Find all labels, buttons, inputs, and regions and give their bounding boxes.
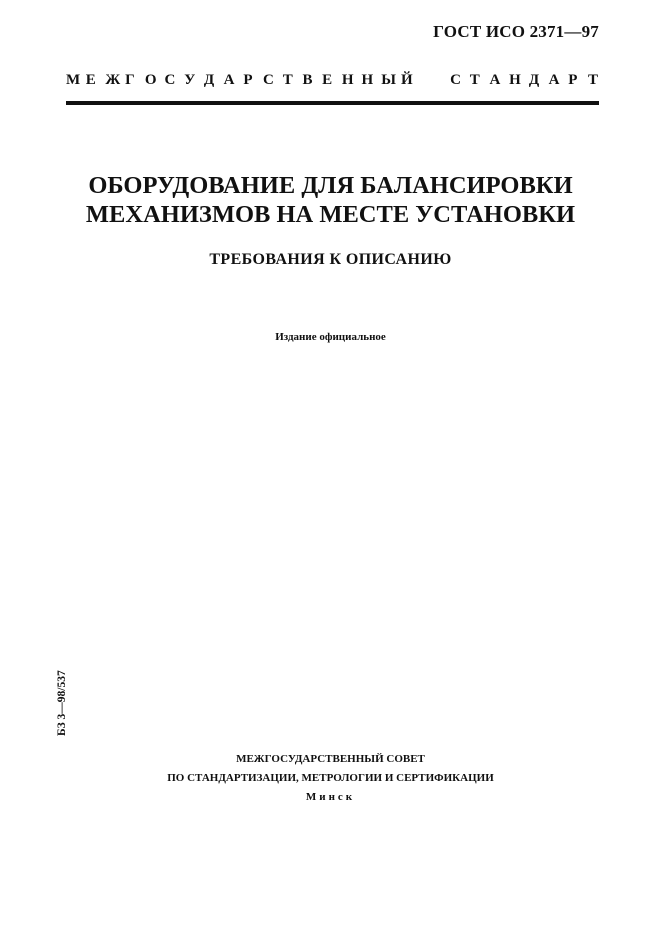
- banner-letter: Т: [282, 72, 293, 88]
- edition-note: Издание официальное: [275, 331, 386, 343]
- banner-letter: А: [548, 72, 560, 88]
- banner-letter: Т: [469, 72, 480, 88]
- document-subtitle: ТРЕБОВАНИЯ К ОПИСАНИЮ: [209, 251, 452, 268]
- banner-letter: Е: [322, 72, 333, 88]
- banner-letter: С: [164, 72, 176, 88]
- banner-interstate-standard: [66, 72, 598, 89]
- banner-letter: А: [223, 72, 235, 88]
- banner-letter: Р: [568, 72, 578, 88]
- banner-letter: Г: [125, 72, 135, 88]
- publisher-line-1: МЕЖГОСУДАРСТВЕННЫЙ СОВЕТ: [236, 753, 425, 765]
- banner-letter: С: [450, 72, 461, 88]
- banner-letter: М: [66, 72, 81, 88]
- banner-letter: С: [263, 72, 274, 88]
- banner-letter: Ж: [105, 72, 121, 88]
- banner-letter: Д: [203, 72, 215, 88]
- banner-letter: А: [489, 72, 501, 88]
- banner-letter: В: [302, 72, 313, 88]
- banner-letter: О: [144, 72, 157, 88]
- banner-word-interstate: [66, 72, 421, 89]
- banner-letter: Д: [528, 72, 540, 88]
- title-line-2: МЕХАНИЗМОВ НА МЕСТЕ УСТАНОВКИ: [85, 201, 576, 228]
- standard-number: ГОСТ ИСО 2371—97: [433, 22, 599, 41]
- banner-letter: Н: [361, 72, 374, 88]
- banner-letter: Й: [400, 72, 413, 88]
- banner-word-standard: [450, 72, 598, 89]
- side-catalog-code: БЗ 3—98/537: [56, 670, 68, 736]
- banner-letter: Н: [509, 72, 521, 88]
- publisher-line-2: ПО СТАНДАРТИЗАЦИИ, МЕТРОЛОГИИ И СЕРТИФИКАЦИИ: [167, 772, 494, 784]
- publisher-city: Минск: [305, 791, 356, 803]
- banner-letter: Ы: [381, 72, 396, 88]
- title-line-1: ОБОРУДОВАНИЕ ДЛЯ БАЛАНСИРОВКИ: [88, 172, 573, 199]
- banner-letter: Т: [587, 72, 598, 88]
- header-rule: [66, 101, 599, 105]
- publisher-block: [0, 750, 661, 807]
- banner-letter: Н: [341, 72, 354, 88]
- banner-letter: Е: [85, 72, 96, 88]
- banner-letter: Р: [243, 72, 253, 88]
- banner-letter: У: [184, 72, 196, 88]
- document-title: [0, 171, 661, 229]
